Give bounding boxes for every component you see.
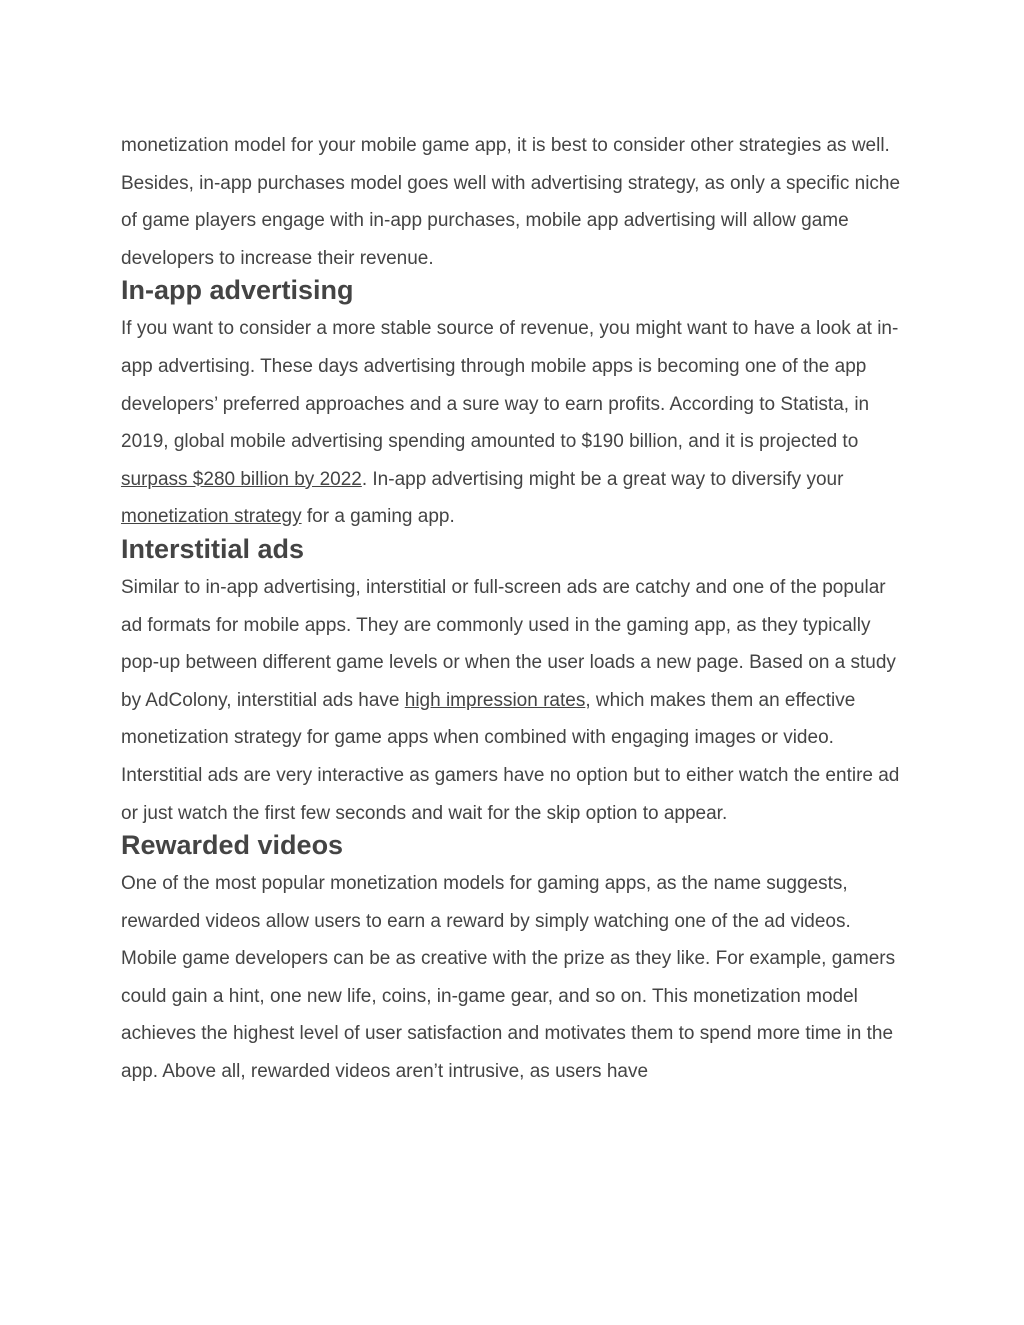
in-app-advertising-text-1: If you want to consider a more stable source of revenue, you might want to have a look at in-app advertising. These days advertising through mobile apps is becoming one of the app developers’ preferred approaches and a sure way to earn profits. According to Statista, in 2019, global mobile advertising spending amounted to $190 billion, and it is projected to <box>121 318 899 453</box>
heading-rewarded-videos: Rewarded videos <box>121 830 344 861</box>
in-app-advertising-text-2: . In-app advertising might be a great way to diversify your <box>361 468 844 490</box>
interstitial-ads-text-1: Similar to in-app advertising, interstitial or full-screen ads are catchy and one of the popular ad formats for mobile apps. They are commonly used in the gaming app, as they typically pop-up between different game levels or when the user loads a new page. Based on a study by AdColony, interstitial ads have <box>121 576 896 711</box>
intro-text: monetization model for your mobile game app, it is best to consider other strategies as well. Besides, in-app purchases model goes well with advertising strategy, as only a specific niche of game players engage with in-app purchases, mobile app advertising will allow game developers to increase their revenue. <box>121 135 901 269</box>
heading-in-app-advertising: In-app advertising <box>121 275 354 306</box>
interstitial-ads-text-2: , which makes them an effective monetization strategy for game apps when combined with engaging images or video. Interstitial ads are very interactive as gamers have no option but to either watch the entire ad or just watch the first few seconds and wait for the skip option to appear. <box>121 689 900 824</box>
link-surpass-280-billion[interactable]: surpass $280 billion by 2022 <box>121 468 362 490</box>
rewarded-videos-paragraph <box>121 865 911 1091</box>
link-monetization-strategy[interactable]: monetization strategy <box>121 506 302 528</box>
in-app-advertising-paragraph <box>121 310 911 536</box>
document-page <box>121 127 911 1091</box>
rewarded-videos-text: One of the most popular monetization models for gaming apps, as the name suggests, rewarded videos allow users to earn a reward by simply watching one of the ad videos. Mobile game developers can be as creative with the prize as they like. For example, gamers could gain a hint, one new life, coins, in-game gear, and so on. This monetization model achieves the highest level of user satisfaction and motivates them to spend more time in the app. Above all, rewarded videos aren’t intrusive, as users have <box>121 873 896 1083</box>
link-high-impression-rates[interactable]: high impression rates <box>404 689 586 711</box>
interstitial-ads-paragraph <box>121 569 911 832</box>
in-app-advertising-text-3: for a gaming app. <box>301 506 455 528</box>
heading-interstitial-ads: Interstitial ads <box>121 533 305 564</box>
intro-paragraph <box>121 127 911 277</box>
